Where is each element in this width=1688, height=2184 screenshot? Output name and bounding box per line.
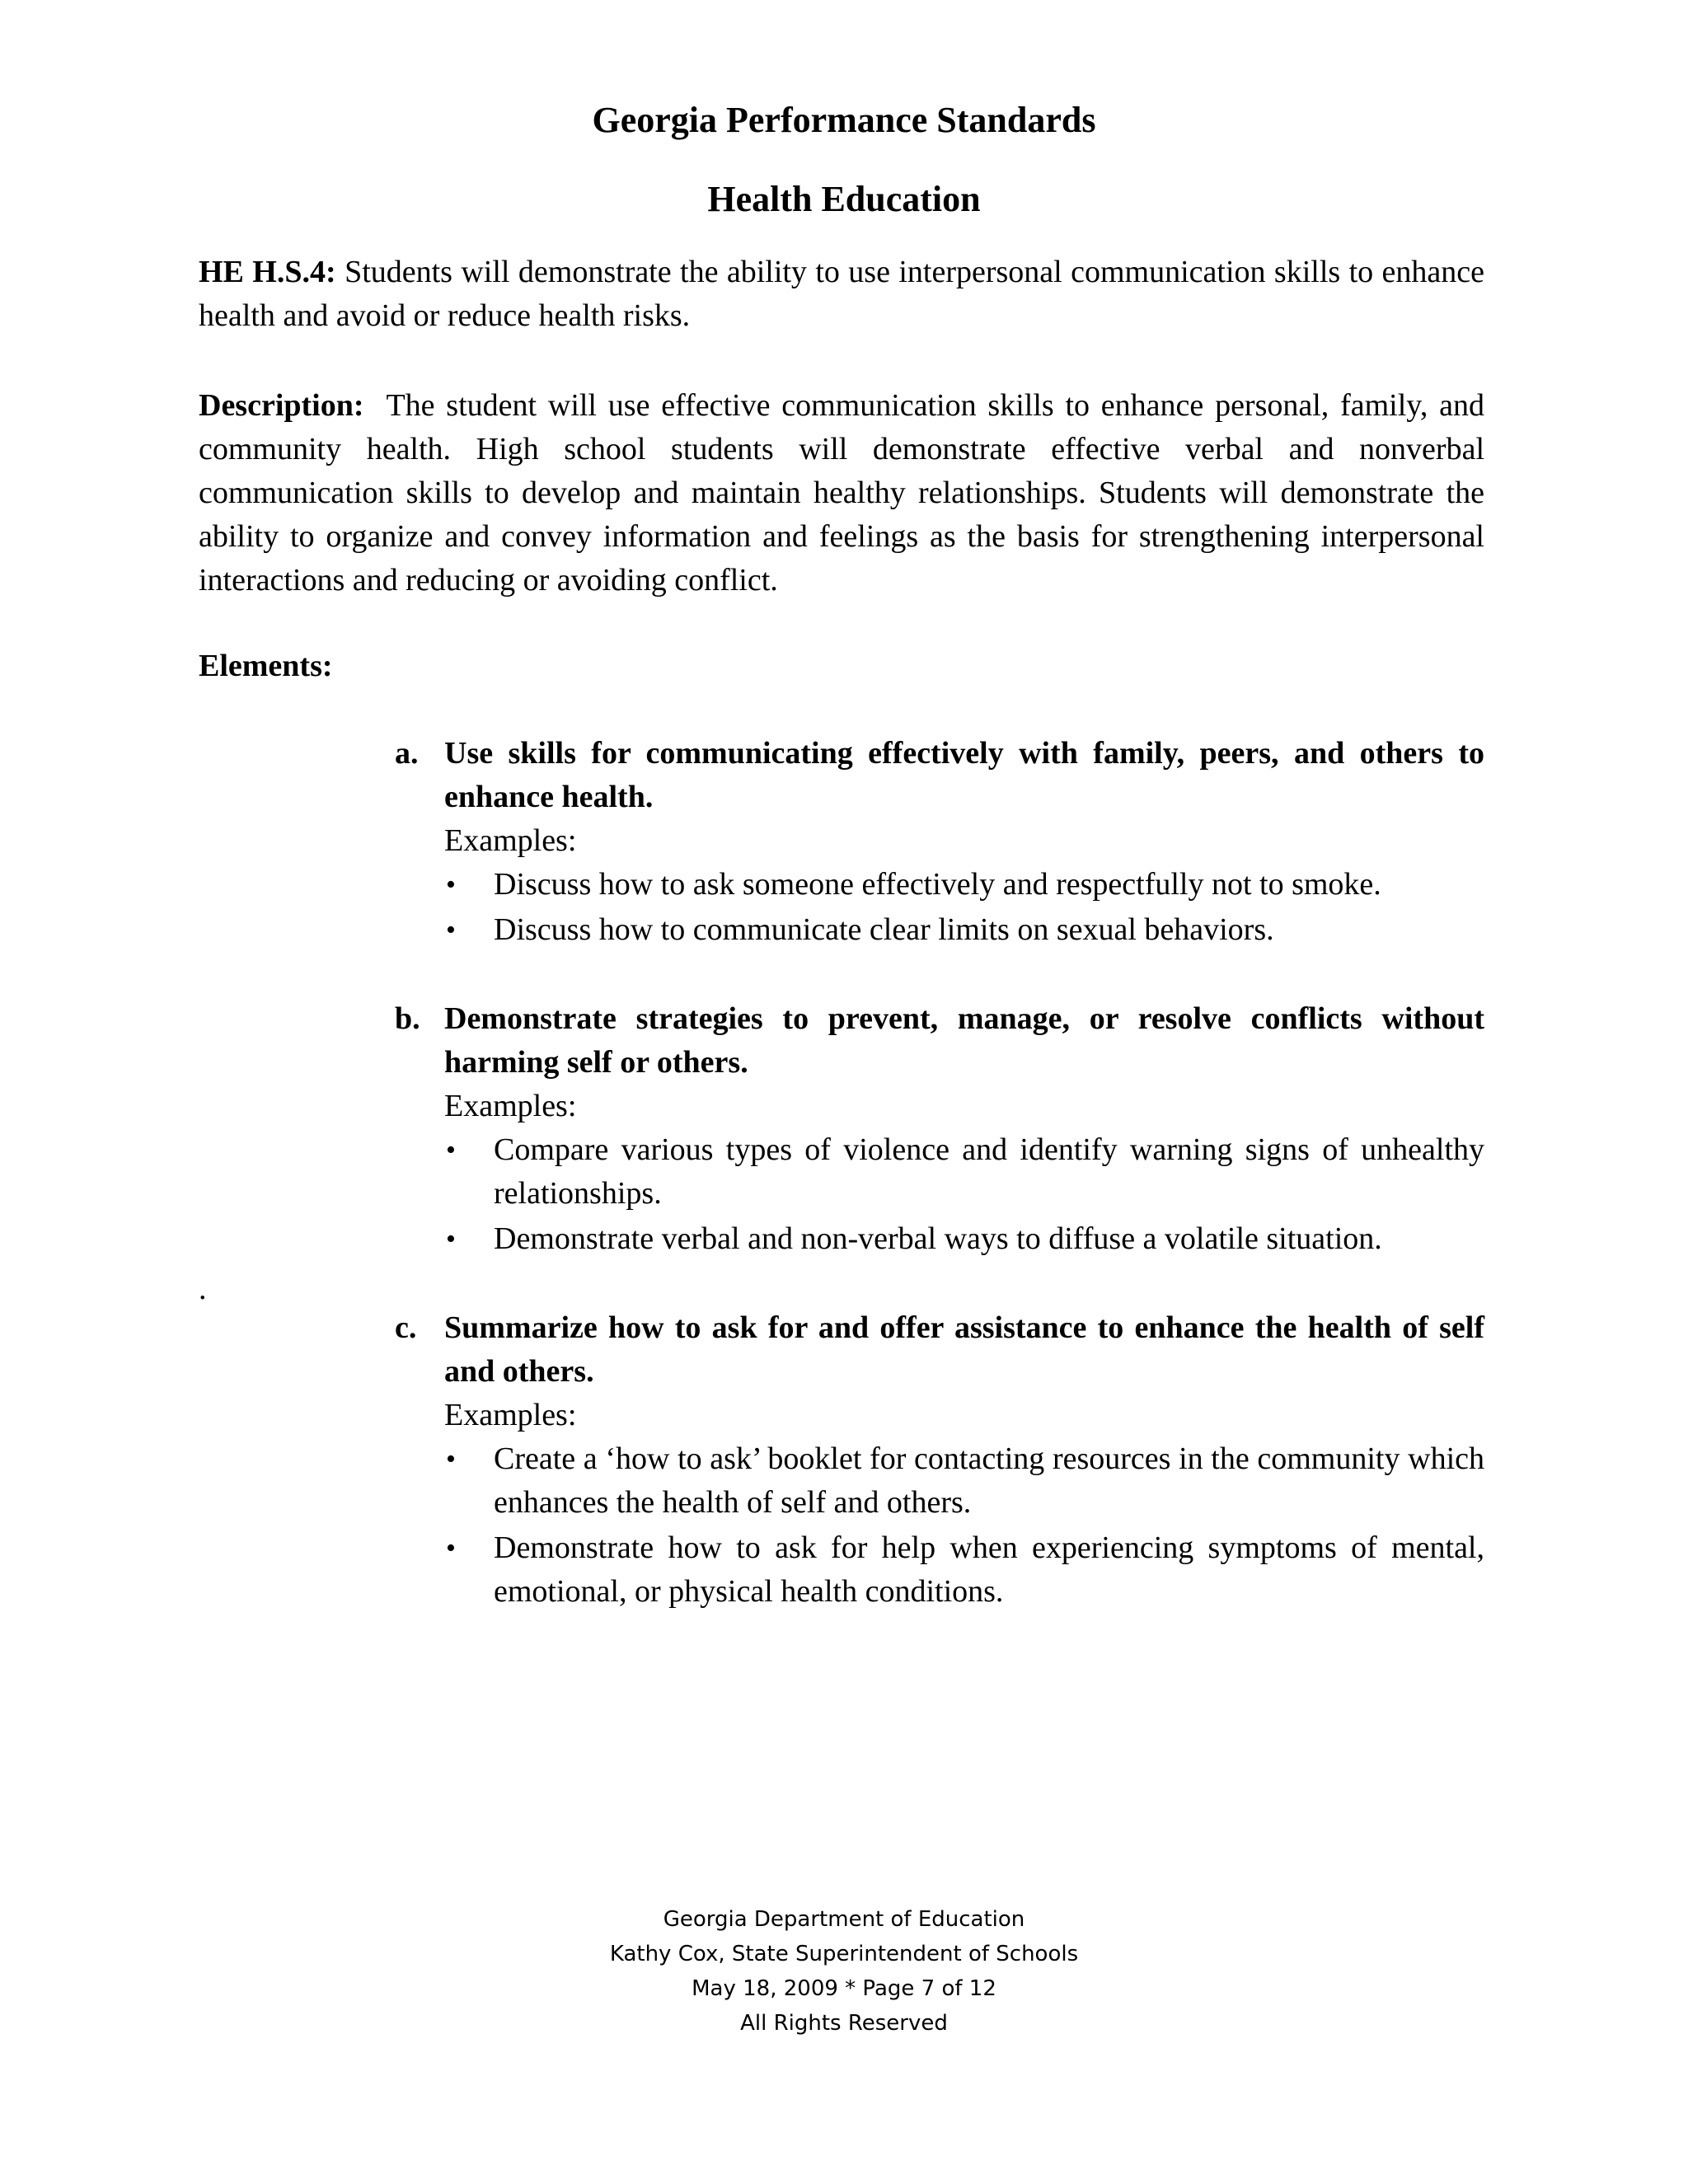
document-title: Georgia Performance Standards <box>592 100 1096 140</box>
elements-heading: Elements: <box>199 649 333 683</box>
footer-organization: Georgia Department of Education <box>663 1907 1025 1932</box>
examples-list <box>395 1128 1484 1261</box>
examples-label: Examples: <box>444 823 577 858</box>
bullet-icon: • <box>446 1135 456 1165</box>
description-label: Description: <box>199 388 364 423</box>
element-b <box>395 997 1484 1263</box>
examples-list <box>395 863 1484 952</box>
description-text: The student will use effective communication skills to enhance personal, family, and community health. High school students will demonstrate effective verbal and nonverbal communication skills to develop and maintain healthy relationships. Students will demonstrate the ability to organize and convey information and feelings as the basis for strengthening interpersonal interactions and reducing or avoiding conflict. <box>199 388 1484 598</box>
page-footer <box>0 1902 1688 2041</box>
list-item <box>446 863 1484 907</box>
element-heading-text: Summarize how to ask for and offer assistance to enhance the health of self and others. <box>444 1310 1484 1389</box>
element-letter: a. <box>395 736 419 771</box>
bullet-icon: • <box>446 1224 456 1254</box>
examples-label: Examples: <box>444 1398 577 1432</box>
footer-date-page: May 18, 2009 * Page 7 of 12 <box>692 1976 996 2001</box>
list-item <box>446 1128 1484 1216</box>
list-item <box>446 1217 1484 1261</box>
bullet-icon: • <box>446 869 456 900</box>
example-text: Demonstrate how to ask for help when experiencing symptoms of mental, emotional, or physical health conditions. <box>494 1530 1484 1609</box>
description-paragraph <box>199 384 1484 602</box>
examples-label: Examples: <box>444 1089 577 1123</box>
standard-code: HE H.S.4: <box>199 255 336 289</box>
document-subtitle: Health Education <box>707 179 981 219</box>
standard-text: Students will demonstrate the ability to use interpersonal communication skills to enhance health and avoid or reduce health risks. <box>199 255 1484 333</box>
element-heading-text: Demonstrate strategies to prevent, manage, or resolve conflicts without harming self or others. <box>444 1001 1484 1080</box>
list-item <box>446 908 1484 952</box>
list-item <box>446 1526 1484 1614</box>
stray-period-mark: . <box>199 1272 207 1306</box>
examples-list <box>395 1437 1484 1614</box>
element-letter: b. <box>395 1001 420 1036</box>
element-heading <box>395 732 1484 819</box>
element-heading <box>395 997 1484 1085</box>
example-text: Compare various types of violence and identify warning signs of unhealthy relationships. <box>494 1132 1484 1211</box>
bullet-icon: • <box>446 1444 456 1474</box>
example-text: Discuss how to communicate clear limits on sexual behaviors. <box>494 912 1274 947</box>
footer-rights: All Rights Reserved <box>740 2011 948 2036</box>
example-text: Demonstrate verbal and non-verbal ways to diffuse a volatile situation. <box>494 1221 1382 1256</box>
footer-superintendent: Kathy Cox, State Superintendent of Schools <box>609 1942 1079 1966</box>
example-text: Create a ‘how to ask’ booklet for contacting resources in the community which enhances the health of self and others. <box>494 1441 1484 1520</box>
bullet-icon: • <box>446 1533 456 1563</box>
element-c <box>395 1306 1484 1615</box>
element-letter: c. <box>395 1310 417 1345</box>
standard-statement <box>199 251 1484 338</box>
example-text: Discuss how to ask someone effectively and respectfully not to smoke. <box>494 867 1381 902</box>
element-heading <box>395 1306 1484 1394</box>
element-a <box>395 732 1484 954</box>
element-heading-text: Use skills for communicating effectively with family, peers, and others to enhance health. <box>444 736 1484 814</box>
list-item <box>446 1437 1484 1525</box>
bullet-icon: • <box>446 915 456 945</box>
